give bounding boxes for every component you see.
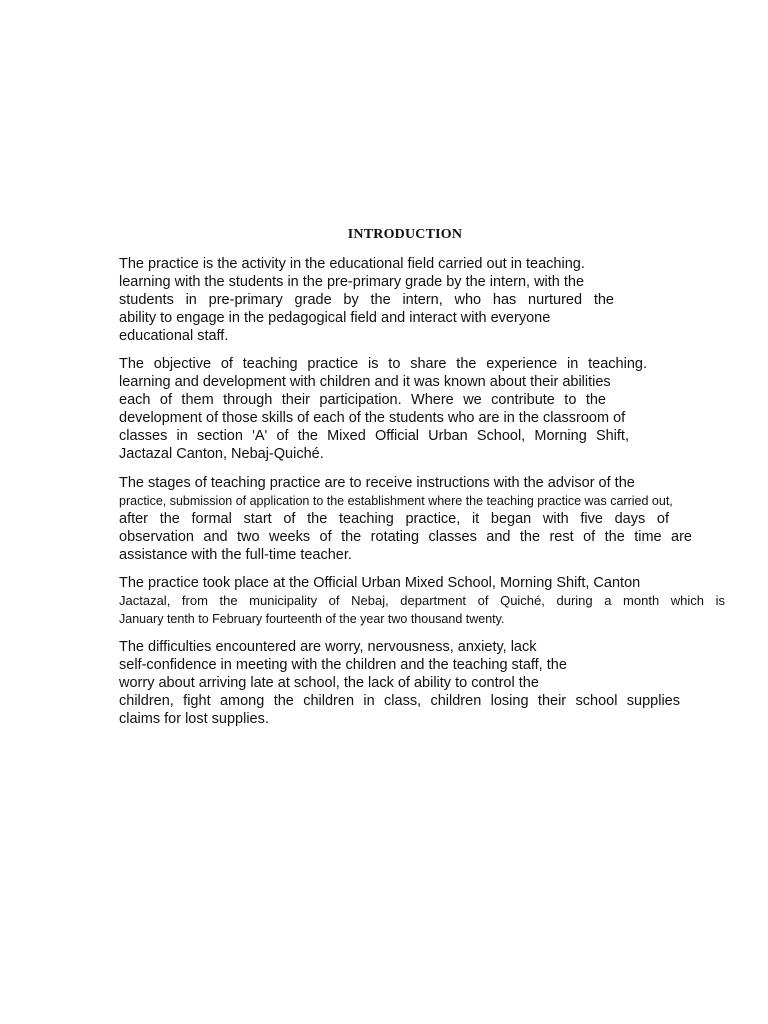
paragraph-line: The objective of teaching practice is to share the experience in teaching.: [119, 356, 647, 372]
paragraph-line: students in pre-primary grade by the intern, who has nurtured the: [119, 292, 614, 308]
paragraph-5: [119, 638, 684, 728]
paragraph-line: learning and development with children and it was known about their abilities: [119, 374, 611, 390]
paragraph-line: development of those skills of each of the students who are in the classroom of: [119, 410, 626, 426]
paragraph-line: worry about arriving late at school, the lack of ability to control the: [119, 675, 539, 691]
paragraph-line: after the formal start of the teaching practice, it began with five days of: [119, 511, 669, 527]
paragraph-line: Jactazal Canton, Nebaj-Quiché.: [119, 446, 324, 462]
paragraph-4: [119, 574, 726, 628]
paragraph-line: The practice is the activity in the educational field carried out in teaching.: [119, 256, 585, 272]
paragraph-line: each of them through their participation. Where we contribute to the: [119, 392, 606, 408]
paragraph-line: The stages of teaching practice are to receive instructions with the advisor of the: [119, 475, 635, 491]
paragraph-line: observation and two weeks of the rotating classes and the rest of the time are: [119, 529, 692, 545]
paragraph-line: self-confidence in meeting with the children and the teaching staff, the: [119, 657, 567, 673]
paragraph-line: The difficulties encountered are worry, nervousness, anxiety, lack: [119, 639, 537, 655]
paragraph-line: ability to engage in the pedagogical field and interact with everyone: [119, 310, 551, 326]
paragraph-2: [119, 355, 669, 463]
paragraph-line: claims for lost supplies.: [119, 711, 269, 727]
paragraph-line: educational staff.: [119, 328, 229, 344]
paragraph-line: learning with the students in the pre-primary grade by the intern, with the: [119, 274, 585, 290]
page-title: INTRODUCTION: [347, 227, 463, 242]
paragraph-1: [119, 255, 624, 345]
paragraph-3: [119, 474, 719, 564]
paragraph-line: January tenth to February fourteenth of the year two thousand twenty.: [119, 612, 505, 626]
paragraph-line: The practice took place at the Official Urban Mixed School, Morning Shift, Canton: [119, 575, 641, 591]
paragraph-line: classes in section 'A' of the Mixed Official Urban School, Morning Shift,: [119, 428, 629, 444]
paragraph-line: practice, submission of application to the establishment where the teaching practice was carried out,: [119, 494, 673, 508]
paragraph-line: children, fight among the children in class, children losing their school supplies: [119, 693, 680, 709]
paragraph-line: Jactazal, from the municipality of Nebaj, department of Quiché, during a month which is: [119, 593, 725, 608]
paragraph-line: assistance with the full-time teacher.: [119, 547, 352, 563]
